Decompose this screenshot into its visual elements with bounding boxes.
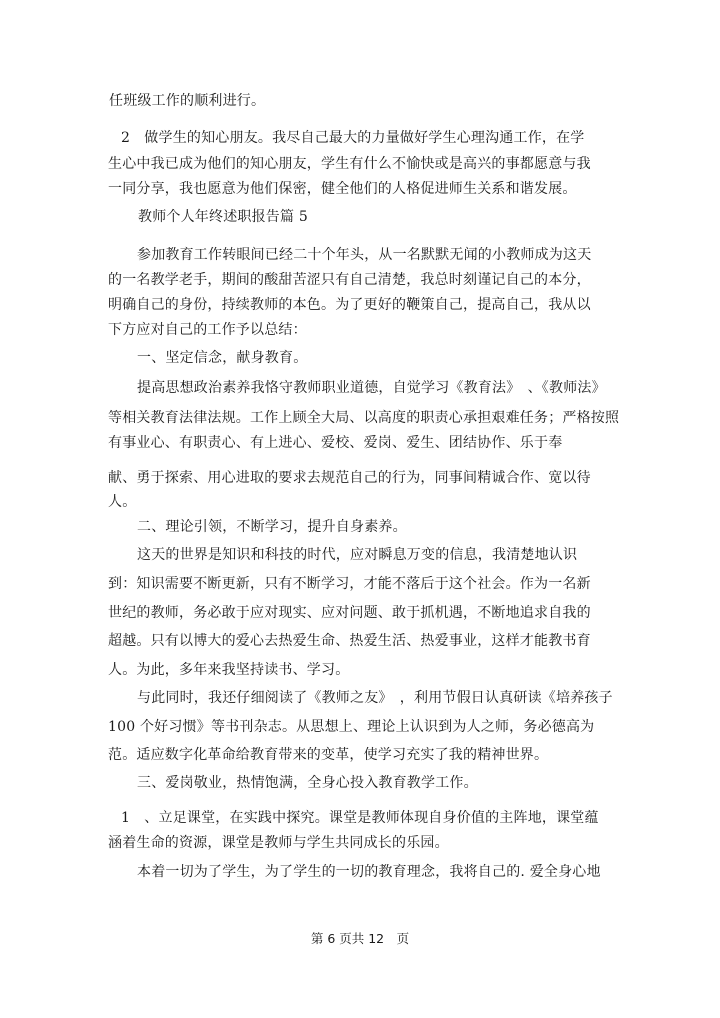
body-line: 有事业心、有职责心、有上进心、爱校、爱岗、爱生、团结协作、乐于奉 (108, 435, 563, 451)
body-line: 明确自己的身份，持续教师的本色。为了更好的鞭策自己，提高自己，我从以 (108, 297, 591, 313)
body-line: 超越。只有以博大的爱心去热爱生命、热爱生活、热爱事业，这样才能教书育 (108, 633, 591, 649)
page-footer: 第 6 页共 12 页 (310, 931, 410, 946)
numbered-paragraph-line: 2 做学生的知心朋友。我尽自己最大的力量做好学生心理沟通工作，在学 (121, 130, 585, 146)
section-title: 教师个人年终述职报告篇 5 (138, 209, 308, 225)
section-heading: 一、坚定信念，献身教育。 (137, 350, 308, 366)
body-line: 到：知识需要不断更新，只有不断学习，才能不落后于这个社会。作为一名新 (108, 576, 591, 592)
body-line: 世纪的教师，务必敢于应对现实、应对问题、敢于抓机遇，不断地追求自我的 (108, 605, 591, 621)
body-line: 范。适应数字化革命给教育带来的变革，使学习充实了我的精神世界。 (108, 747, 549, 763)
body-line: 一同分享，我也愿意为他们保密，健全他们的人格促进师生关系和谐发展。 (108, 181, 577, 197)
body-line: 100 个好习惯》等书刊杂志。从思想上、理论上认识到为人之师，务必德高为 (108, 719, 595, 735)
body-line: 参加教育工作转眼间已经二十个年头，从一名默默无闻的小教师成为这天 (137, 247, 592, 263)
body-line: 的一名教学老手，期间的酸甜苦涩只有自己清楚，我总时刻谨记自己的本分， (108, 272, 591, 288)
section-heading: 二、理论引领，不断学习，提升自身素养。 (137, 519, 407, 535)
numbered-paragraph-line: 1 、立足课堂，在实践中探究。课堂是教师体现自身价值的主阵地，课堂蕴 (121, 810, 599, 826)
body-line: 本着一切为了学生，为了学生的一切的教育理念，我将自己的. 爱全身心地 (137, 864, 601, 880)
body-line: 任班级工作的顺利进行。 (109, 93, 266, 109)
body-line: 提高思想政治素养我恪守教师职业道德，自觉学习《教育法》 、《教师法》 (137, 380, 606, 396)
body-line: 等相关教育法律法规。工作上顾全大局、以高度的职责心承担艰难任务；严格按照 (108, 410, 620, 426)
body-line: 涵着生命的资源，课堂是教师与学生共同成长的乐园。 (108, 835, 449, 851)
body-line: 下方应对自己的工作予以总结： (108, 322, 307, 338)
body-line: 人。为此，多年来我坚持读书、学习。 (108, 662, 350, 678)
body-line: 人。 (108, 494, 137, 510)
section-heading: 三、爱岗敬业，热情饱满，全身心投入教育教学工作。 (137, 775, 478, 791)
body-line: 生心中我已成为他们的知心朋友，学生有什么不愉快或是高兴的事都愿意与我 (108, 156, 591, 172)
body-line: 这天的世界是知识和科技的时代，应对瞬息万变的信息，我清楚地认识 (137, 547, 578, 563)
body-line: 献、勇于探索、用心进取的要求去规范自己的行为，同事间精诚合作、宽以待 (108, 470, 591, 486)
body-line: 与此同时，我还仔细阅读了《教师之友》 ，利用节假日认真研读《培养孩子 (137, 690, 613, 706)
